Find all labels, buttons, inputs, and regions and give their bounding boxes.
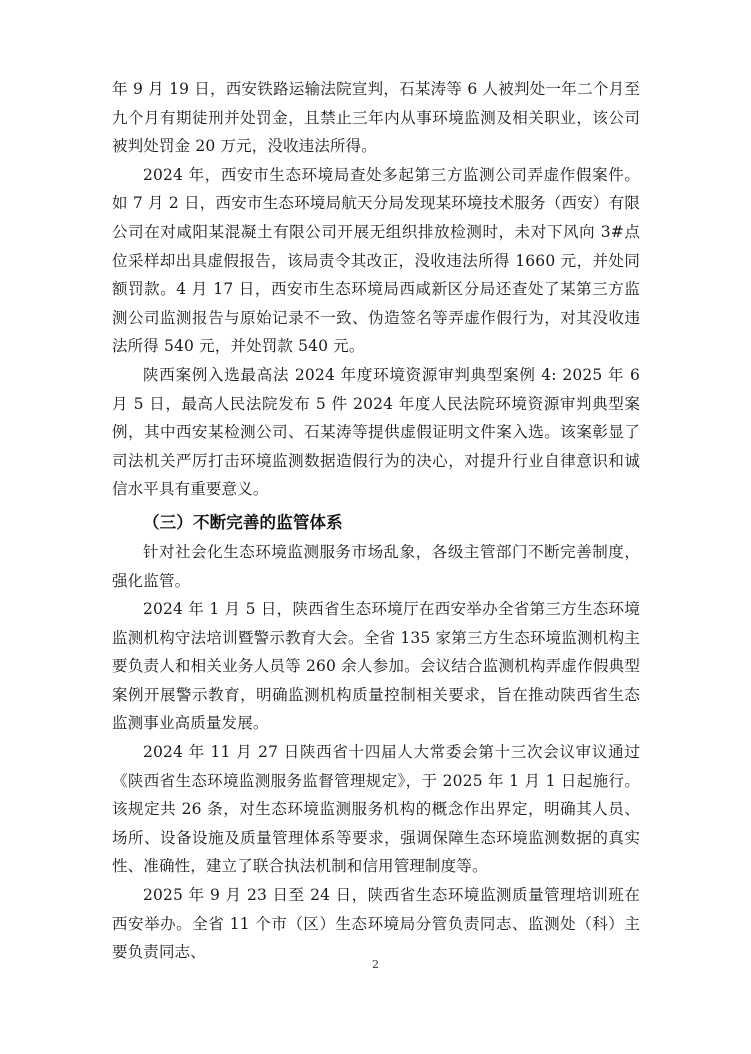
paragraph-regulation: 2024 年 11 月 27 日陕西省十四届人大常委会第十三次会议审议通过《陕西省生态环境监测服务监督管理规定》，于 2025 年 1 月 1 日起施行。该规定共 26 条，对生态环境监测服务机构的概念作出界定，明确其人员、场所、设备设施及质量管理体系等要求，强调保障生态环境监测数据的真实性、准确性，建立了联合执法机制和信用管理制度等。 xyxy=(112,743,640,876)
paragraph-xian-fraud-cases: 2024 年，西安市生态环境局查处多起第三方监测公司弄虚作假案件。如 7 月 2 日，西安市生态环境局航天分局发现某环境技术服务（西安）有限公司在对咸阳某混凝土有限公司开展无组织排放检测时，未对下风向 3#点位采样却出具虚假报告，该局责令其改正，没收违法所得 1660 元，并处同额罚款。4 月 17 日，西安市生态环境局西咸新区分局还查处了某第三方监测公司监测报告与原始记录不一致、伪造签名等弄虚作假行为，对其没收违法所得 540 元，并处罚款 540 元。 xyxy=(112,165,640,356)
paragraph-typical-case: 陕西案例入选最高法 2024 年度环境资源审判典型案例 4: 2025 年 6 月 5 日，最高人民法院发布 5 件 2024 年度人民法院环境资源审判典型案例，其中西安某检测公司、石某涛等提供虚假证明文件案入选。该案彰显了司法机关严厉打击环境监测数据造假行为的决心，对提升行业自律意识和诚信水平具有重要意义。 xyxy=(112,365,640,499)
paragraph-quality-training: 2025 年 9 月 23 日至 24 日，陕西省生态环境监测质量管理培训班在西安举办。全省 11 个市（区）生态环境局分管负责同志、监测处（科）主要负责同志、 xyxy=(112,886,640,962)
page-number: 2 xyxy=(372,958,379,971)
paragraph-court-verdict: 年 9 月 19 日，西安铁路运输法院宣判，石某涛等 6 人被判处一年二个月至九个月有期徒刑并处罚金，且禁止三年内从事环境监测及相关职业，该公司被判处罚金 20 万元，没收违法所得。 xyxy=(112,80,640,156)
document-body xyxy=(112,75,640,967)
section-heading: （三）不断完善的监管体系 xyxy=(143,512,343,532)
paragraph-supervision-intro: 针对社会化生态环境监测服务市场乱象，各级主管部门不断完善制度，强化监管。 xyxy=(112,542,640,590)
paragraph-training-conference: 2024 年 1 月 5 日，陕西省生态环境厅在西安举办全省第三方生态环境监测机构守法培训暨警示教育大会。全省 135 家第三方生态环境监测机构主要负责人和相关业务人员等 260 余人参加。会议结合监测机构弄虚作假典型案例开展警示教育，明确监测机构质量控制相关要求，旨在推动陕西省生态监测事业高质量发展。 xyxy=(112,600,640,733)
